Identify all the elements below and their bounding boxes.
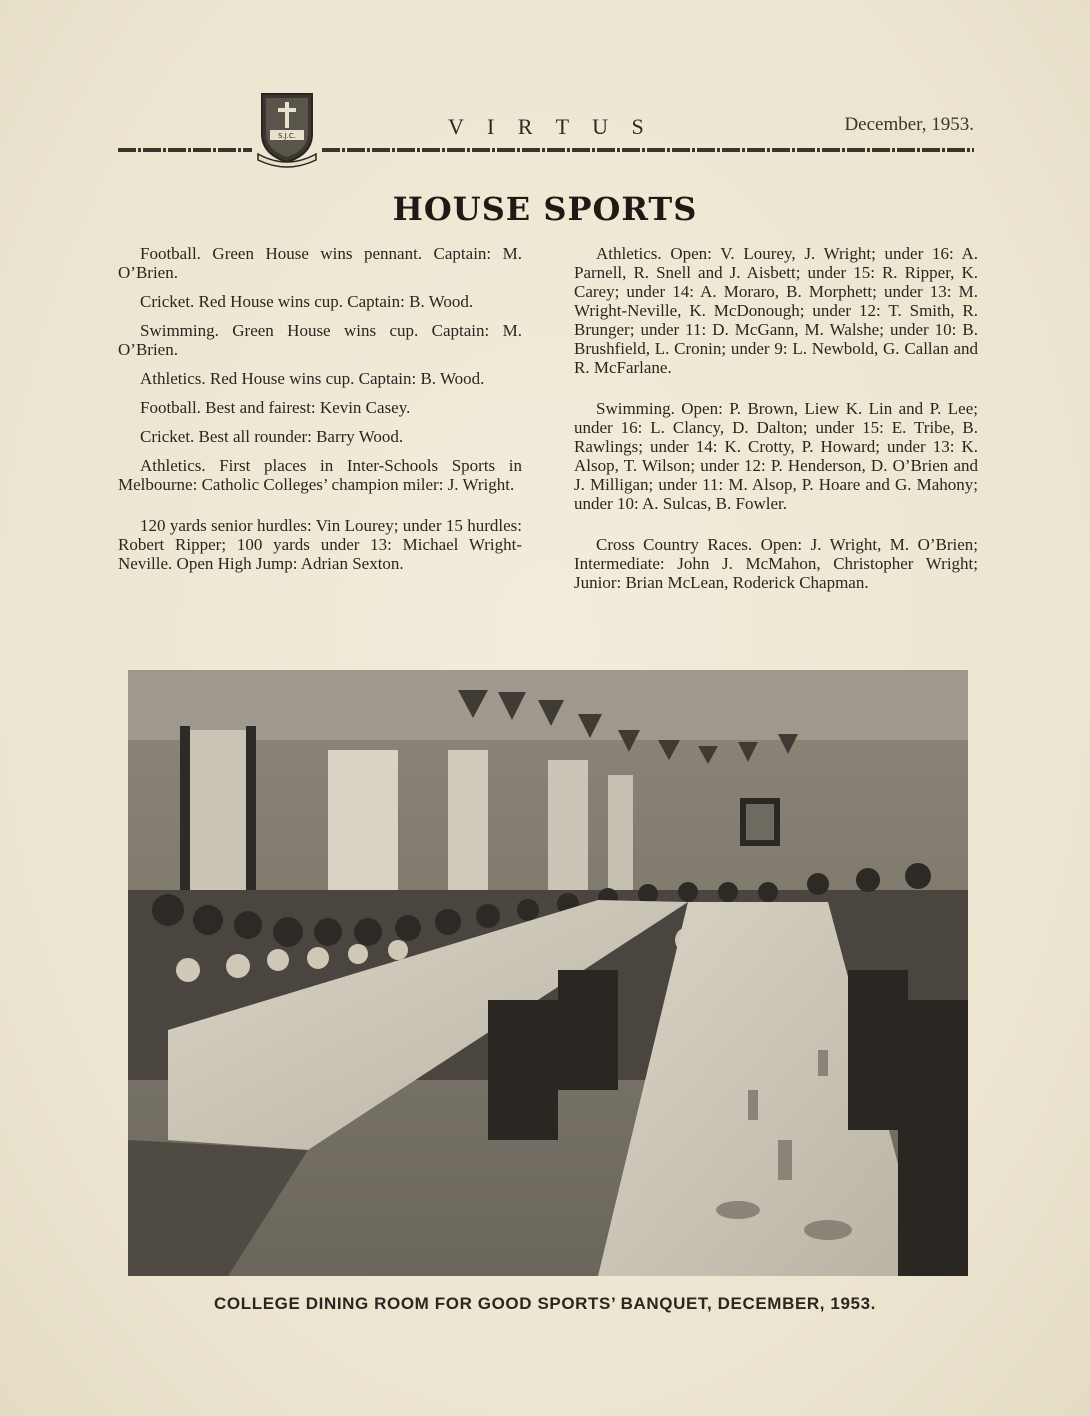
- journal-title: V I R T U S: [448, 114, 653, 139]
- paragraph: Swimming. Green House wins cup. Captain: M. O’Brien.: [118, 321, 522, 359]
- paragraph: Cricket. Red House wins cup. Captain: B. Wood.: [140, 292, 474, 311]
- page-header: [118, 88, 974, 178]
- paragraph: Football. Green House wins pennant. Captain: M. O’Brien.: [118, 244, 522, 282]
- header-rule-right: [322, 148, 974, 152]
- paragraph: Football. Best and fairest: Kevin Casey.: [140, 398, 411, 417]
- paragraph: Athletics. Open: V. Lourey, J. Wright; under 16: A. Parnell, R. Snell and J. Aisbett; under 15: R. Ripper, K. Carey; under 14: A. Moraro, B. Morphett; under 13: M. Wright-Neville, K. McDonough; under 12: T. Smith, R. Brunger; under 11: D. McGann, M. Walshe; under 10: B. Brushfield, L. Cronin; under 9: L. Newbold, G. Callan and R. McFarlane.: [574, 244, 978, 377]
- section-title: HOUSE SPORTS: [392, 190, 698, 228]
- paragraph: Cross Country Races. Open: J. Wright, M. O’Brien; Intermediate: John J. McMahon, Christopher Wright; Junior: Brian McLean, Roderick Chapman.: [574, 535, 978, 592]
- college-crest-icon: [256, 88, 318, 168]
- svg-text:S.J.C.: S.J.C.: [277, 132, 297, 140]
- banquet-photograph: [128, 670, 968, 1276]
- left-text-column: [118, 244, 522, 583]
- right-text-column: [574, 244, 978, 602]
- header-rule-left: [118, 148, 252, 152]
- photo-caption: COLLEGE DINING ROOM FOR GOOD SPORTS’ BANQUET, DECEMBER, 1953.: [214, 1294, 876, 1313]
- issue-date: December, 1953.: [844, 114, 974, 135]
- paragraph: Athletics. Red House wins cup. Captain: B. Wood.: [140, 369, 485, 388]
- paragraph: Cricket. Best all rounder: Barry Wood.: [140, 427, 404, 446]
- paragraph: Athletics. First places in Inter-Schools Sports in Melbourne: Catholic Colleges’ champion miler: J. Wright.: [118, 456, 522, 494]
- paragraph: Swimming. Open: P. Brown, Liew K. Lin and P. Lee; under 16: L. Clancy, D. Dalton; under 15: E. Tribe, B. Rawlings; under 14: K. Crotty, P. Howard; under 13: K. Alsop, T. Wilson; under 12: P. Henderson, D. O’Brien and J. Milligan; under 11: M. Alsop, P. Hoare and G. Mahony; under 10: A. Sulcas, B. Fowler.: [574, 399, 978, 513]
- paragraph: 120 yards senior hurdles: Vin Lourey; under 15 hurdles: Robert Ripper; 100 yards under 13: Michael Wright-Neville. Open High Jump: Adrian Sexton.: [118, 516, 522, 573]
